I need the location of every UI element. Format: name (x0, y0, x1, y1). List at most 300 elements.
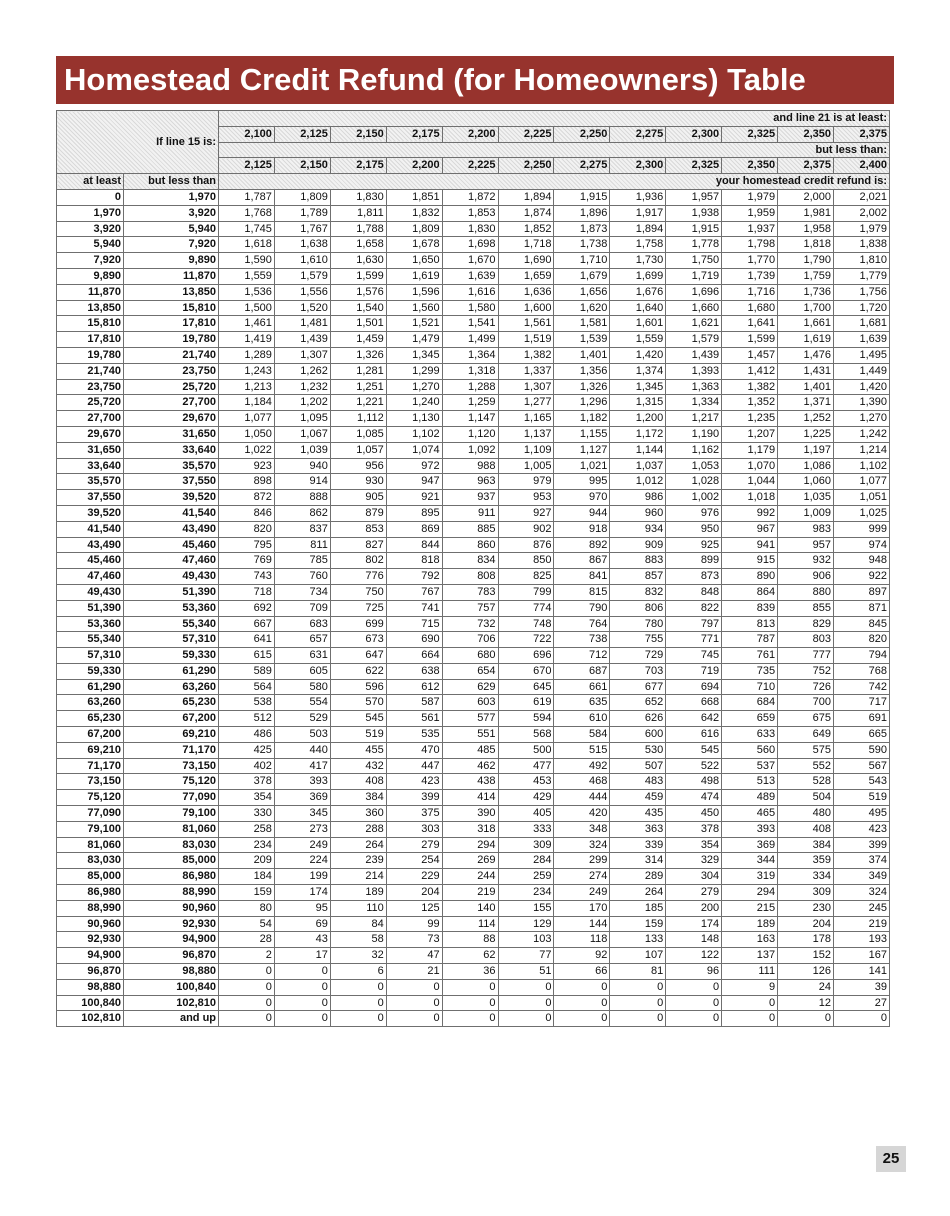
refund-value: 95 (274, 900, 330, 916)
refund-value: 915 (722, 553, 778, 569)
refund-value: 1,217 (666, 411, 722, 427)
refund-value: 1,618 (219, 237, 275, 253)
table-row (57, 458, 890, 474)
refund-value: 626 (610, 711, 666, 727)
row-at-least: 13,850 (57, 300, 124, 316)
refund-value: 683 (274, 616, 330, 632)
row-at-least: 79,100 (57, 821, 124, 837)
refund-value: 294 (722, 885, 778, 901)
refund-value: 1,179 (722, 442, 778, 458)
refund-value: 612 (386, 679, 442, 695)
refund-value: 871 (833, 600, 889, 616)
row-at-least: 98,880 (57, 979, 124, 995)
refund-value: 420 (554, 806, 610, 822)
refund-value: 1,818 (778, 237, 834, 253)
refund-value: 244 (442, 869, 498, 885)
refund-value: 1,590 (219, 253, 275, 269)
refund-value: 1,680 (722, 300, 778, 316)
table-row (57, 774, 890, 790)
refund-value: 1,739 (722, 268, 778, 284)
refund-value: 610 (554, 711, 610, 727)
refund-value: 477 (498, 758, 554, 774)
refund-value: 780 (610, 616, 666, 632)
refund-value: 193 (833, 932, 889, 948)
table-row (57, 426, 890, 442)
refund-value: 986 (610, 490, 666, 506)
row-less-than: 63,260 (124, 679, 219, 695)
refund-value: 1,853 (442, 205, 498, 221)
table-row (57, 648, 890, 664)
refund-value: 827 (330, 537, 386, 553)
refund-value: 1,439 (666, 347, 722, 363)
refund-value: 0 (554, 979, 610, 995)
table-row (57, 663, 890, 679)
table-row (57, 679, 890, 695)
refund-value: 1,621 (666, 316, 722, 332)
column-at-least-value: 2,150 (330, 126, 386, 142)
refund-value: 159 (219, 885, 275, 901)
refund-value: 189 (330, 885, 386, 901)
column-at-least-value: 2,350 (778, 126, 834, 142)
refund-value: 274 (554, 869, 610, 885)
refund-value: 0 (274, 964, 330, 980)
refund-value: 185 (610, 900, 666, 916)
refund-value: 1,710 (554, 253, 610, 269)
refund-value: 1,659 (498, 268, 554, 284)
refund-value: 1,501 (330, 316, 386, 332)
refund-value: 279 (666, 885, 722, 901)
refund-value: 375 (386, 806, 442, 822)
table-row (57, 221, 890, 237)
refund-value: 700 (778, 695, 834, 711)
refund-value: 51 (498, 964, 554, 980)
refund-value: 462 (442, 758, 498, 774)
refund-value: 1,519 (498, 332, 554, 348)
refund-value: 659 (722, 711, 778, 727)
refund-value: 178 (778, 932, 834, 948)
refund-value: 732 (442, 616, 498, 632)
row-at-least: 35,570 (57, 474, 124, 490)
refund-value: 815 (554, 584, 610, 600)
refund-value: 641 (219, 632, 275, 648)
refund-value: 1,730 (610, 253, 666, 269)
refund-value: 1,393 (666, 363, 722, 379)
refund-value: 28 (219, 932, 275, 948)
refund-value: 1,259 (442, 395, 498, 411)
refund-value: 384 (330, 790, 386, 806)
refund-value: 414 (442, 790, 498, 806)
row-at-least: 9,890 (57, 268, 124, 284)
refund-value: 81 (610, 964, 666, 980)
refund-value: 755 (610, 632, 666, 648)
refund-value: 170 (554, 900, 610, 916)
table-row (57, 569, 890, 585)
refund-value: 1,758 (610, 237, 666, 253)
refund-value: 384 (778, 837, 834, 853)
refund-value: 963 (442, 474, 498, 490)
refund-value: 629 (442, 679, 498, 695)
refund-value: 314 (610, 853, 666, 869)
refund-value: 862 (274, 505, 330, 521)
refund-value: 1,658 (330, 237, 386, 253)
refund-value: 584 (554, 727, 610, 743)
refund-value: 417 (274, 758, 330, 774)
table-row (57, 995, 890, 1011)
row-at-least: 1,970 (57, 205, 124, 221)
refund-value: 1,461 (219, 316, 275, 332)
refund-value: 675 (778, 711, 834, 727)
row-less-than: 41,540 (124, 505, 219, 521)
refund-value: 976 (666, 505, 722, 521)
refund-value: 1,756 (833, 284, 889, 300)
refund-value: 948 (833, 553, 889, 569)
row-at-least: 96,870 (57, 964, 124, 980)
refund-value: 792 (386, 569, 442, 585)
refund-value: 492 (554, 758, 610, 774)
row-less-than: 47,460 (124, 553, 219, 569)
refund-value: 631 (274, 648, 330, 664)
refund-value: 899 (666, 553, 722, 569)
refund-value: 27 (833, 995, 889, 1011)
column-less-than-value: 2,400 (833, 158, 889, 174)
column-less-than-value: 2,350 (722, 158, 778, 174)
refund-value: 619 (498, 695, 554, 711)
refund-value: 348 (554, 821, 610, 837)
refund-value: 876 (498, 537, 554, 553)
refund-value: 1,382 (498, 347, 554, 363)
table-row (57, 490, 890, 506)
refund-value: 797 (666, 616, 722, 632)
refund-value: 0 (330, 979, 386, 995)
refund-value: 273 (274, 821, 330, 837)
refund-value: 983 (778, 521, 834, 537)
refund-value: 1,852 (498, 221, 554, 237)
refund-value: 319 (722, 869, 778, 885)
line21-at-least-header: and line 21 is at least: (219, 111, 890, 127)
refund-value: 1,872 (442, 189, 498, 205)
refund-value: 0 (442, 995, 498, 1011)
refund-value: 905 (330, 490, 386, 506)
table-row (57, 806, 890, 822)
refund-value: 500 (498, 742, 554, 758)
refund-value: 769 (219, 553, 275, 569)
refund-value: 1,307 (274, 347, 330, 363)
row-less-than: 88,990 (124, 885, 219, 901)
row-at-least: 5,940 (57, 237, 124, 253)
refund-value: 850 (498, 553, 554, 569)
refund-value: 1,005 (498, 458, 554, 474)
refund-value: 0 (498, 995, 554, 1011)
table-row (57, 616, 890, 632)
refund-value: 635 (554, 695, 610, 711)
refund-value: 408 (330, 774, 386, 790)
table-row (57, 1011, 890, 1027)
refund-value: 1,759 (778, 268, 834, 284)
refund-value: 1,067 (274, 426, 330, 442)
refund-value: 841 (554, 569, 610, 585)
refund-value: 1,086 (778, 458, 834, 474)
refund-value: 649 (778, 727, 834, 743)
refund-value: 1,540 (330, 300, 386, 316)
refund-value: 330 (219, 806, 275, 822)
refund-value: 806 (610, 600, 666, 616)
refund-value: 1,681 (833, 316, 889, 332)
refund-value: 543 (833, 774, 889, 790)
refund-value: 1,718 (498, 237, 554, 253)
refund-value: 167 (833, 948, 889, 964)
refund-value: 1,894 (610, 221, 666, 237)
column-less-than-value: 2,325 (666, 158, 722, 174)
refund-value: 498 (666, 774, 722, 790)
refund-value: 552 (778, 758, 834, 774)
column-less-than-value: 2,300 (610, 158, 666, 174)
row-at-least: 19,780 (57, 347, 124, 363)
row-less-than: 9,890 (124, 253, 219, 269)
refund-value: 857 (610, 569, 666, 585)
refund-value: 668 (666, 695, 722, 711)
column-at-least-value: 2,100 (219, 126, 275, 142)
refund-value: 294 (442, 837, 498, 853)
refund-value: 1,520 (274, 300, 330, 316)
refund-value: 860 (442, 537, 498, 553)
column-at-least-value: 2,200 (442, 126, 498, 142)
refund-value: 1,235 (722, 411, 778, 427)
refund-value: 303 (386, 821, 442, 837)
row-less-than: 15,810 (124, 300, 219, 316)
refund-value: 1,374 (610, 363, 666, 379)
refund-value: 1,576 (330, 284, 386, 300)
refund-value: 309 (498, 837, 554, 853)
refund-value: 1,356 (554, 363, 610, 379)
refund-value: 545 (330, 711, 386, 727)
row-at-least: 23,750 (57, 379, 124, 395)
refund-value: 940 (274, 458, 330, 474)
refund-value: 184 (219, 869, 275, 885)
refund-value: 299 (554, 853, 610, 869)
refund-value: 234 (498, 885, 554, 901)
table-row (57, 347, 890, 363)
column-less-than-value: 2,375 (778, 158, 834, 174)
refund-value: 111 (722, 964, 778, 980)
refund-value: 1,601 (610, 316, 666, 332)
refund-value: 880 (778, 584, 834, 600)
table-row (57, 395, 890, 411)
refund-value: 590 (833, 742, 889, 758)
refund-value: 999 (833, 521, 889, 537)
refund-value: 834 (442, 553, 498, 569)
row-at-least: 33,640 (57, 458, 124, 474)
refund-value: 324 (833, 885, 889, 901)
refund-value: 0 (610, 979, 666, 995)
refund-value: 642 (666, 711, 722, 727)
refund-value: 937 (442, 490, 498, 506)
refund-value: 465 (722, 806, 778, 822)
refund-value: 1,074 (386, 442, 442, 458)
refund-value: 568 (498, 727, 554, 743)
table-row (57, 553, 890, 569)
refund-value: 304 (666, 869, 722, 885)
refund-value: 570 (330, 695, 386, 711)
row-less-than: 49,430 (124, 569, 219, 585)
refund-value: 774 (498, 600, 554, 616)
row-at-least: 0 (57, 189, 124, 205)
table-row (57, 363, 890, 379)
refund-value: 1,495 (833, 347, 889, 363)
refund-value: 1,270 (386, 379, 442, 395)
refund-value: 1,716 (722, 284, 778, 300)
column-at-least-value: 2,125 (274, 126, 330, 142)
refund-value: 622 (330, 663, 386, 679)
refund-value: 1,214 (833, 442, 889, 458)
row-less-than: 39,520 (124, 490, 219, 506)
refund-value: 344 (722, 853, 778, 869)
refund-value: 1,479 (386, 332, 442, 348)
refund-value: 1,790 (778, 253, 834, 269)
refund-value: 1,002 (666, 490, 722, 506)
row-at-least: 21,740 (57, 363, 124, 379)
refund-value: 264 (330, 837, 386, 853)
row-at-least: 39,520 (57, 505, 124, 521)
refund-value: 967 (722, 521, 778, 537)
refund-value: 399 (386, 790, 442, 806)
table-row (57, 900, 890, 916)
refund-value: 677 (610, 679, 666, 695)
table-row (57, 584, 890, 600)
refund-value: 1,768 (219, 205, 275, 221)
refund-value: 1,738 (554, 237, 610, 253)
refund-value: 879 (330, 505, 386, 521)
refund-value: 885 (442, 521, 498, 537)
refund-value: 1,720 (833, 300, 889, 316)
refund-value: 837 (274, 521, 330, 537)
refund-value: 661 (554, 679, 610, 695)
refund-value: 230 (778, 900, 834, 916)
row-at-least: 3,920 (57, 221, 124, 237)
refund-value: 535 (386, 727, 442, 743)
refund-value: 1,541 (442, 316, 498, 332)
refund-value: 1,521 (386, 316, 442, 332)
refund-value: 776 (330, 569, 386, 585)
row-less-than: 75,120 (124, 774, 219, 790)
refund-value: 1,137 (498, 426, 554, 442)
table-row (57, 284, 890, 300)
refund-value: 1,641 (722, 316, 778, 332)
refund-value: 114 (442, 916, 498, 932)
refund-value: 309 (778, 885, 834, 901)
refund-value: 1,252 (778, 411, 834, 427)
refund-value: 402 (219, 758, 275, 774)
refund-value: 1,619 (386, 268, 442, 284)
refund-value: 690 (386, 632, 442, 648)
row-at-least: 15,810 (57, 316, 124, 332)
refund-value: 1,318 (442, 363, 498, 379)
row-at-least: 65,230 (57, 711, 124, 727)
refund-value: 1,449 (833, 363, 889, 379)
refund-value: 652 (610, 695, 666, 711)
refund-value: 743 (219, 569, 275, 585)
refund-value: 839 (722, 600, 778, 616)
refund-value: 204 (778, 916, 834, 932)
refund-value: 1,364 (442, 347, 498, 363)
refund-value: 1,700 (778, 300, 834, 316)
column-at-least-value: 2,375 (833, 126, 889, 142)
refund-value: 1,242 (833, 426, 889, 442)
refund-value: 855 (778, 600, 834, 616)
refund-value: 393 (274, 774, 330, 790)
refund-value: 1,018 (722, 490, 778, 506)
column-less-than-value: 2,150 (274, 158, 330, 174)
row-less-than: 43,490 (124, 521, 219, 537)
refund-value: 152 (778, 948, 834, 964)
row-less-than: 57,310 (124, 632, 219, 648)
refund-value: 1,352 (722, 395, 778, 411)
refund-value: 1,289 (219, 347, 275, 363)
table-row (57, 869, 890, 885)
refund-value: 0 (330, 995, 386, 1011)
refund-value: 577 (442, 711, 498, 727)
refund-value: 761 (722, 648, 778, 664)
refund-value: 665 (833, 727, 889, 743)
refund-value: 787 (722, 632, 778, 648)
column-at-least-value: 2,250 (554, 126, 610, 142)
table-row (57, 253, 890, 269)
refund-value: 110 (330, 900, 386, 916)
refund-value: 883 (610, 553, 666, 569)
refund-value: 551 (442, 727, 498, 743)
refund-value: 932 (778, 553, 834, 569)
column-at-least-value: 2,175 (386, 126, 442, 142)
refund-value: 803 (778, 632, 834, 648)
table-row (57, 837, 890, 853)
refund-value: 1,696 (666, 284, 722, 300)
refund-value: 897 (833, 584, 889, 600)
refund-value: 706 (442, 632, 498, 648)
refund-value: 691 (833, 711, 889, 727)
refund-value: 374 (833, 853, 889, 869)
refund-value: 745 (666, 648, 722, 664)
refund-value: 1,281 (330, 363, 386, 379)
row-less-than: 29,670 (124, 411, 219, 427)
refund-value: 264 (610, 885, 666, 901)
refund-value: 1,050 (219, 426, 275, 442)
row-at-least: 71,170 (57, 758, 124, 774)
refund-value: 144 (554, 916, 610, 932)
refund-value: 200 (666, 900, 722, 916)
refund-value: 58 (330, 932, 386, 948)
refund-value: 844 (386, 537, 442, 553)
refund-value: 459 (610, 790, 666, 806)
refund-value: 1,650 (386, 253, 442, 269)
refund-value: 1,326 (330, 347, 386, 363)
table-row (57, 442, 890, 458)
refund-value: 485 (442, 742, 498, 758)
refund-value: 1,851 (386, 189, 442, 205)
refund-value: 712 (554, 648, 610, 664)
refund-value: 741 (386, 600, 442, 616)
refund-value: 684 (722, 695, 778, 711)
row-less-than: 100,840 (124, 979, 219, 995)
refund-value: 921 (386, 490, 442, 506)
refund-value: 1,630 (330, 253, 386, 269)
refund-value: 512 (219, 711, 275, 727)
table-row (57, 821, 890, 837)
row-less-than: 35,570 (124, 458, 219, 474)
row-less-than: 96,870 (124, 948, 219, 964)
refund-value: 495 (833, 806, 889, 822)
row-at-least: 92,930 (57, 932, 124, 948)
refund-value: 1,251 (330, 379, 386, 395)
refund-value: 802 (330, 553, 386, 569)
